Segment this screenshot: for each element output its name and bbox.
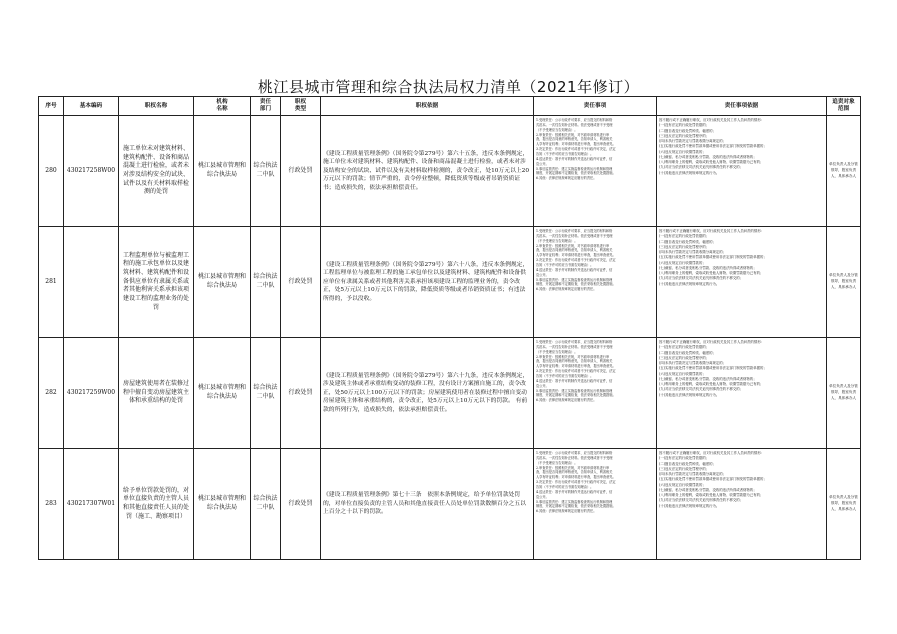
cell-type: 行政处罚 bbox=[281, 227, 321, 338]
cell-duties bbox=[534, 338, 657, 449]
text-line: 式范本。一次性告知补正材料。依法受理或者不予受理 bbox=[536, 233, 613, 238]
text-line: 查，提出是否同意的审核意见，告知申请人、利害相关 bbox=[536, 137, 613, 142]
text-line: (六)违反规定自行收缴罚款的； bbox=[659, 260, 706, 265]
text-line: (七)截留、私分或者变相私分罚款、没收的违法所得或者财物的； bbox=[659, 154, 757, 159]
text-line: (八)利用职务上的便利，索取或收受他人财物、收缴罚款据为己有的； bbox=[659, 160, 764, 165]
text-line: 5.事后监管责任：建立实施监督检查的运行机制和管理 bbox=[536, 388, 613, 393]
text-line: 告知（不予许可的应当书面告知理由）。 bbox=[536, 374, 594, 379]
text-line: 1.受理责任：公示行政许可要求、应当提交的材料和格 bbox=[536, 451, 613, 455]
text-line: (五)实施行政处罚不使用罚款单据或使用非法定部门制发的罚款单据的； bbox=[659, 366, 767, 371]
text-line: 6.其他：法律法规规章规定应履行的责任。 bbox=[536, 398, 597, 403]
cell-scope: 单位负责人及分管领导，股室负责人，具体承办人 bbox=[827, 116, 861, 227]
text-line: 4.送达责任：准予许可的制作并送达行政许可证件，信 bbox=[536, 267, 613, 272]
cell-org: 桃江县城市管理和综合执法局 bbox=[194, 227, 251, 338]
text-line: 4.送达责任：准予许可的制作并送达行政许可证件，信 bbox=[536, 378, 613, 383]
text-line: (九)对应当依法移交司法机关追究刑事责任的不移交的； bbox=[659, 387, 744, 392]
cell-code: 430217259W00 bbox=[64, 338, 119, 449]
text-line: 6.其他：法律法规规章规定应履行的责任。 bbox=[536, 176, 597, 181]
header-name: 职权名称 bbox=[119, 97, 194, 116]
text-line: 人享有听证权利；对申请材料进行审查，提出审查意见。 bbox=[536, 142, 616, 147]
text-line: 4.送达责任：准予许可的制作并送达行政许可证件，信 bbox=[536, 156, 613, 161]
cell-name: 房屋建筑使用者在装修过程中擅自变动房屋建筑主体和承重结构的处罚 bbox=[119, 338, 194, 449]
cell-type: 行政处罚 bbox=[281, 449, 321, 560]
header-basis: 职权依据 bbox=[321, 97, 534, 116]
text-line: 查，提出是否同意的审核意见，告知申请人、利害相关 bbox=[536, 359, 613, 364]
text-line: (一)没有法定的行政处罚依据的； bbox=[659, 234, 710, 239]
text-line: (八)利用职务上的便利，索取或收受他人财物、收缴罚款据为己有的； bbox=[659, 382, 764, 387]
text-line: 因不履行或不正确履行职权，应对行政机关及其工作人员问责的情形： bbox=[659, 340, 765, 344]
text-line: (三)违反法定的行政处罚程序的； bbox=[659, 244, 710, 249]
page-title: 桃江县城市管理和综合执法局权力清单（2021年修订） bbox=[257, 78, 640, 96]
text-line: (二)擅自改变行政处罚种类、幅度的； bbox=[659, 461, 716, 466]
text-line: 人享有听证权利；对申请材料进行审查，提出审查意见。 bbox=[536, 364, 616, 369]
text-line: 2.审查责任：按照相关法规，对书面申请材料进行审 bbox=[536, 465, 610, 470]
text-line: 5.事后监管责任：建立实施监督检查的运行机制和管理 bbox=[536, 166, 613, 171]
header-org: 机构 名称 bbox=[194, 97, 251, 116]
text-line: （不予受理应当告知理由）。 bbox=[536, 460, 578, 465]
cell-basis: 《建设工程质量管理条例》（国务院令第279号）第六十九条，违反本条例规定，涉及建筑主体或者承重结构变动的装修工程，没有设计方案擅自施工的，责令改正，处50万元以上100万元以下的罚款；房屋建筑使用者在装修过程中擅自变动房屋建筑主体和承重结构的，责令改正，处5万元以上10万元以下的罚款。 有前款的所列行为，造成损失的，依法承担赔偿责任。 bbox=[321, 338, 534, 449]
text-line: (五)实施行政处罚不使用罚款单据或使用非法定部门制发的罚款单据的； bbox=[659, 255, 767, 260]
cell-org: 桃江县城市管理和综合执法局 bbox=[194, 338, 251, 449]
text-line: 式范本。一次性告知补正材料。依法受理或者不予受理 bbox=[536, 122, 613, 127]
text-line: 人享有听证权利；对申请材料进行审查，提出审查意见。 bbox=[536, 475, 616, 480]
text-line: (二)擅自改变行政处罚种类、幅度的； bbox=[659, 239, 716, 244]
cell-org: 桃江县城市管理和综合执法局 bbox=[194, 116, 251, 227]
text-line: (四)未执行罚款决定与罚款收缴分离规定的； bbox=[659, 250, 727, 255]
text-line: 3.决定责任：作出行政许可或者不予行政许可决定，法定 bbox=[536, 480, 616, 485]
text-line: 息公开。 bbox=[536, 272, 549, 277]
cell-name: 给予单位罚款处罚的，对单位直接负责的主管人员和其他直接责任人员的处罚（施工、勘察项目） bbox=[119, 449, 194, 560]
text-line: 6.其他：法律法规规章规定应履行的责任。 bbox=[536, 509, 597, 514]
text-line: (三)违反法定的行政处罚程序的； bbox=[659, 133, 710, 138]
table-row bbox=[39, 449, 861, 560]
text-line: (十)其他违反法律法规规章规定的行为。 bbox=[659, 503, 720, 508]
cell-dept: 综合执法二中队 bbox=[251, 116, 281, 227]
header-duties: 责任事项 bbox=[534, 97, 657, 116]
header-seq: 序号 bbox=[39, 97, 64, 116]
text-line: (二)擅自改变行政处罚种类、幅度的； bbox=[659, 128, 716, 133]
cell-duty-basis bbox=[657, 338, 827, 449]
cell-duty-basis bbox=[657, 227, 827, 338]
text-line: 息公开。 bbox=[536, 161, 549, 166]
text-line: (七)截留、私分或者变相私分罚款、没收的违法所得或者财物的； bbox=[659, 487, 757, 492]
text-line: 制度，开展定期和不定期检查，依法采取相关处置措施。 bbox=[536, 171, 616, 176]
text-line: （不予受理应当告知理由）。 bbox=[536, 349, 578, 354]
cell-duties bbox=[534, 227, 657, 338]
text-line: (四)未执行罚款决定与罚款收缴分离规定的； bbox=[659, 472, 727, 477]
text-line: 式范本。一次性告知补正材料。依法受理或者不予受理 bbox=[536, 455, 613, 460]
cell-duties bbox=[534, 449, 657, 560]
text-line: (九)对应当依法移交司法机关追究刑事责任的不移交的； bbox=[659, 276, 744, 281]
text-line: 告知（不予许可的应当书面告知理由）。 bbox=[536, 152, 594, 157]
power-list-table bbox=[38, 96, 861, 560]
text-line: 5.事后监管责任：建立实施监督检查的运行机制和管理 bbox=[536, 277, 613, 282]
text-line: 查，提出是否同意的审核意见，告知申请人、利害相关 bbox=[536, 470, 613, 475]
text-line: 4.送达责任：准予许可的制作并送达行政许可证件，信 bbox=[536, 489, 613, 494]
cell-dept: 综合执法二中队 bbox=[251, 449, 281, 560]
text-line: (一)没有法定的行政处罚依据的； bbox=[659, 345, 710, 350]
cell-name: 施工单位未对建筑材料、建筑构配件、设备和商品混凝土进行检验，或者未对涉及结构安全的试块、试件以及有关材料取样检测的处罚 bbox=[119, 116, 194, 227]
text-line: 制度，开展定期和不定期检查，依法采取相关处置措施。 bbox=[536, 504, 616, 509]
text-line: (十)其他违反法律法规规章规定的行为。 bbox=[659, 170, 720, 175]
cell-basis: 《建设工程质量管理条例》（国务院令第279号）第六十五条，违反本条例规定，施工单位未对建筑材料、建筑构配件、设备和商品混凝土进行检验，或者未对涉及结构安全的试块、试件以及有关材料取样检测的，责令改正，处10万元以上20万元以下的罚款；情节严重的，责令停业整顿，降低资质等级或者吊销资质证书；造成损失的，依法承担赔偿责任。 bbox=[321, 116, 534, 227]
text-line: (七)截留、私分或者变相私分罚款、没收的违法所得或者财物的； bbox=[659, 376, 757, 381]
text-line: (三)违反法定的行政处罚程序的； bbox=[659, 466, 710, 471]
text-line: 2.审查责任：按照相关法规，对书面申请材料进行审 bbox=[536, 243, 610, 248]
text-line: 式范本。一次性告知补正材料。依法受理或者不予受理 bbox=[536, 344, 613, 349]
header-duty-basis: 责任事项依据 bbox=[657, 97, 827, 116]
text-line: (六)违反规定自行收缴罚款的； bbox=[659, 149, 706, 154]
text-line: 5.事后监管责任：建立实施监督检查的运行机制和管理 bbox=[536, 499, 613, 504]
cell-dept: 综合执法二中队 bbox=[251, 338, 281, 449]
table-row bbox=[39, 227, 861, 338]
text-line: (十)其他违反法律法规规章规定的行为。 bbox=[659, 392, 720, 397]
text-line: (一)没有法定的行政处罚依据的； bbox=[659, 456, 710, 461]
cell-basis: 《建设工程质量管理条例》第七十三条 依照本条例规定，给予单位罚款处罚的，对单位直接负责的主管人员和其他直接责任人员处单位罚款数额百分之五以上百分之十以下的罚款。 bbox=[321, 449, 534, 560]
cell-type: 行政处罚 bbox=[281, 338, 321, 449]
cell-scope: 单位负责人及分管领导，股室负责人，具体承办人 bbox=[827, 449, 861, 560]
text-line: 3.决定责任：作出行政许可或者不予行政许可决定，法定 bbox=[536, 147, 616, 152]
header-scope: 追责对象 范围 bbox=[827, 97, 861, 116]
text-line: 2.审查责任：按照相关法规，对书面申请材料进行审 bbox=[536, 354, 610, 359]
text-line: 息公开。 bbox=[536, 383, 549, 388]
header-row bbox=[39, 97, 861, 116]
text-line: (十)其他违反法律法规规章规定的行为。 bbox=[659, 281, 720, 286]
cell-scope: 单位负责人及分管领导，股室负责人，具体承办人 bbox=[827, 227, 861, 338]
text-line: （不予受理应当告知理由）。 bbox=[536, 238, 578, 243]
text-line: (六)违反规定自行收缴罚款的； bbox=[659, 482, 706, 487]
header-type: 职权 类型 bbox=[281, 97, 321, 116]
text-line: 1.受理责任：公示行政许可要求、应当提交的材料和格 bbox=[536, 229, 613, 233]
text-line: 3.决定责任：作出行政许可或者不予行政许可决定，法定 bbox=[536, 369, 616, 374]
cell-seq: 282 bbox=[39, 338, 64, 449]
text-line: (二)擅自改变行政处罚种类、幅度的； bbox=[659, 350, 716, 355]
text-line: (六)违反规定自行收缴罚款的； bbox=[659, 371, 706, 376]
cell-code: 430217258W00 bbox=[64, 116, 119, 227]
text-line: 因不履行或不正确履行职权，应对行政机关及其工作人员问责的情形： bbox=[659, 118, 765, 122]
text-line: (九)对应当依法移交司法机关追究刑事责任的不移交的； bbox=[659, 498, 744, 503]
cell-duty-basis bbox=[657, 116, 827, 227]
cell-type: 行政处罚 bbox=[281, 116, 321, 227]
text-line: 制度，开展定期和不定期检查，依法采取相关处置措施。 bbox=[536, 282, 616, 287]
text-line: （不予受理应当告知理由）。 bbox=[536, 127, 578, 132]
text-line: 1.受理责任：公示行政许可要求、应当提交的材料和格 bbox=[536, 340, 613, 344]
text-line: (九)对应当依法移交司法机关追究刑事责任的不移交的； bbox=[659, 165, 744, 170]
table-row bbox=[39, 338, 861, 449]
cell-code bbox=[64, 227, 119, 338]
cell-basis: 《建设工程质量管理条例》（国务院令第279号）第六十八条，违反本条例规定，工程监理单位与被监理工程的施工承包单位以及建筑材料、建筑构配件和设备供应单位有隶属关系或者其他利害关系承担该项建设工程的监理业务的，责令改正，处5万元以上10万元以下的罚款，降低资质等级或者吊销资质证书；有违法所得的，予以没收。 bbox=[321, 227, 534, 338]
cell-name: 工程监理单位与被监理工程的施工承包单位以及建筑材料、建筑构配件和设备供应单位有隶属关系或者其他利害关系承担该项建设工程的监理业务的处罚 bbox=[119, 227, 194, 338]
text-line: (三)违反法定的行政处罚程序的； bbox=[659, 355, 710, 360]
text-line: 2.审查责任：按照相关法规，对书面申请材料进行审 bbox=[536, 132, 610, 137]
text-line: 告知（不予许可的应当书面告知理由）。 bbox=[536, 263, 594, 268]
cell-code: 430217307W01 bbox=[64, 449, 119, 560]
text-line: 6.其他：法律法规规章规定应履行的责任。 bbox=[536, 287, 597, 292]
text-line: (五)实施行政处罚不使用罚款单据或使用非法定部门制发的罚款单据的； bbox=[659, 144, 767, 149]
text-line: 1.受理责任：公示行政许可要求、应当提交的材料和格 bbox=[536, 118, 613, 122]
text-line: 告知（不予许可的应当书面告知理由）。 bbox=[536, 485, 594, 490]
text-line: (一)没有法定的行政处罚依据的； bbox=[659, 123, 710, 128]
cell-scope: 单位负责人及分管领导，股室负责人，具体承办人 bbox=[827, 338, 861, 449]
cell-seq: 281 bbox=[39, 227, 64, 338]
text-line: (八)利用职务上的便利，索取或收受他人财物、收缴罚款据为己有的； bbox=[659, 271, 764, 276]
header-dept: 责任 部门 bbox=[251, 97, 281, 116]
header-code: 基本编码 bbox=[64, 97, 119, 116]
text-line: 因不履行或不正确履行职权，应对行政机关及其工作人员问责的情形： bbox=[659, 229, 765, 233]
text-line: 因不履行或不正确履行职权，应对行政机关及其工作人员问责的情形： bbox=[659, 451, 765, 455]
text-line: 息公开。 bbox=[536, 494, 549, 499]
cell-seq: 283 bbox=[39, 449, 64, 560]
text-line: (八)利用职务上的便利，索取或收受他人财物、收缴罚款据为己有的； bbox=[659, 493, 764, 498]
text-line: (四)未执行罚款决定与罚款收缴分离规定的； bbox=[659, 361, 727, 366]
text-line: 3.决定责任：作出行政许可或者不予行政许可决定，法定 bbox=[536, 258, 616, 263]
cell-org: 桃江县城市管理和综合执法局 bbox=[194, 449, 251, 560]
text-line: (五)实施行政处罚不使用罚款单据或使用非法定部门制发的罚款单据的； bbox=[659, 477, 767, 482]
cell-duty-basis bbox=[657, 449, 827, 560]
text-line: 人享有听证权利；对申请材料进行审查，提出审查意见。 bbox=[536, 253, 616, 258]
text-line: 制度，开展定期和不定期检查，依法采取相关处置措施。 bbox=[536, 393, 616, 398]
cell-dept: 综合执法二中队 bbox=[251, 227, 281, 338]
text-line: (七)截留、私分或者变相私分罚款、没收的违法所得或者财物的； bbox=[659, 265, 757, 270]
text-line: (四)未执行罚款决定与罚款收缴分离规定的； bbox=[659, 139, 727, 144]
cell-seq: 280 bbox=[39, 116, 64, 227]
text-line: 查，提出是否同意的审核意见，告知申请人、利害相关 bbox=[536, 248, 613, 253]
cell-duties bbox=[534, 116, 657, 227]
table-row bbox=[39, 116, 861, 227]
